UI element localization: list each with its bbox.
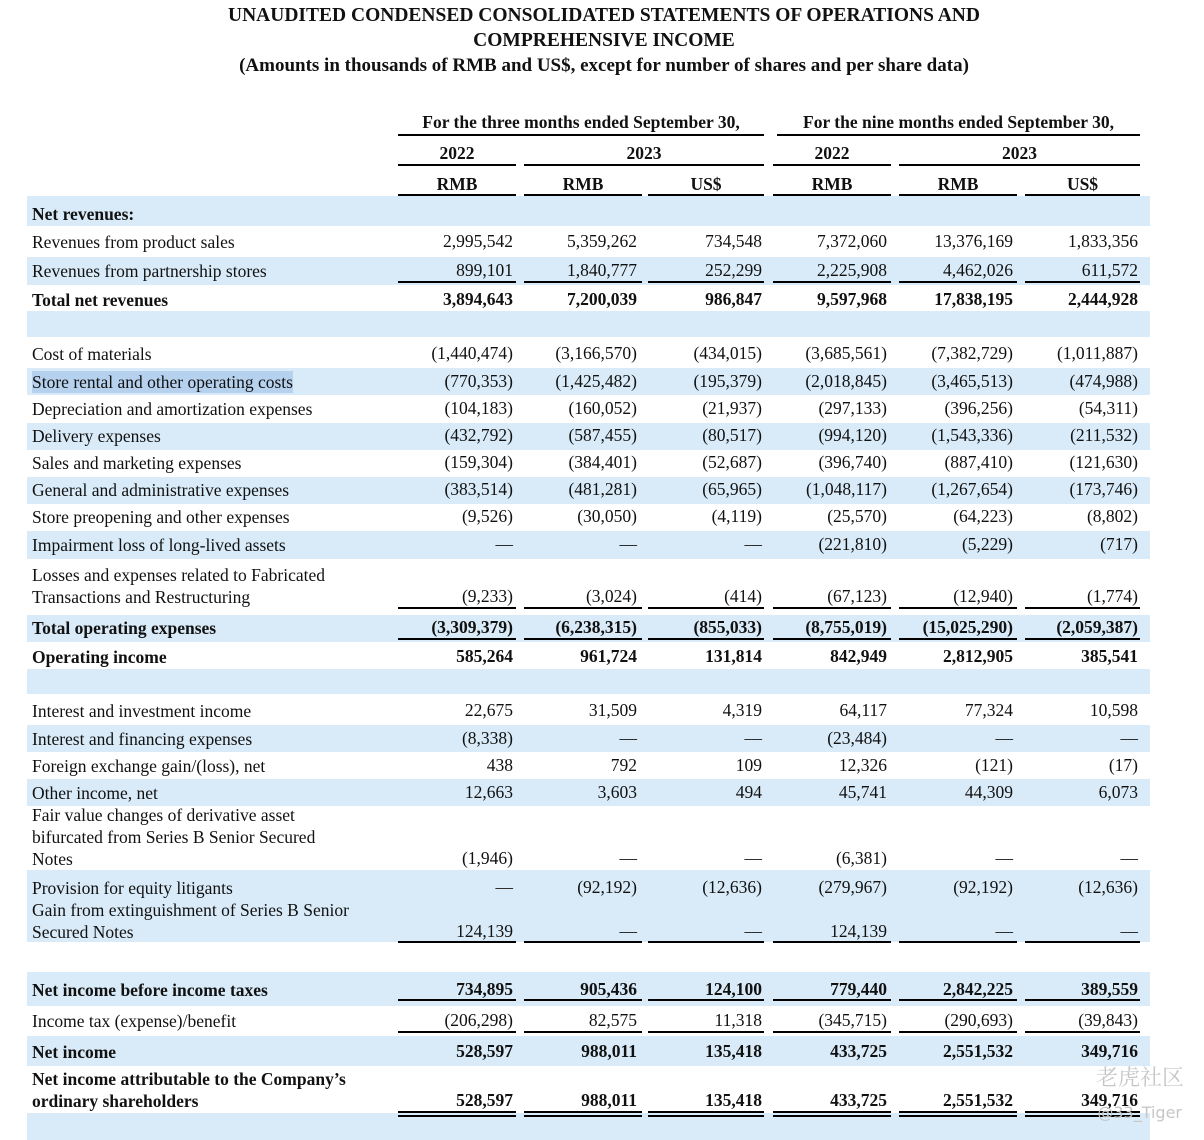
cell-value: (994,120) <box>818 425 887 445</box>
cell-value: (481,281) <box>568 479 637 499</box>
subtotal-underline <box>899 607 1017 609</box>
cell-value: (52,687) <box>702 452 762 472</box>
cell-value: (1,774) <box>1086 586 1138 606</box>
row-label: Impairment loss of long-lived assets <box>32 535 286 555</box>
cell-value: (855,033) <box>693 617 762 637</box>
cell-value: (3,024) <box>585 586 637 606</box>
cell-value: 734,895 <box>456 979 513 999</box>
cell-value: (92,192) <box>953 877 1013 897</box>
cell-value: (2,059,387) <box>1056 617 1138 637</box>
cell-value: (17) <box>1108 755 1138 775</box>
header-year-9m-2022: 2022 <box>814 143 850 163</box>
row-band <box>27 311 1150 337</box>
row-label: Provision for equity litigants <box>32 878 233 898</box>
header-three-months: For the three months ended September 30, <box>422 112 740 132</box>
cell-value: (25,570) <box>827 506 887 526</box>
cell-value: (1,048,117) <box>805 479 887 499</box>
subtotal-underline <box>899 638 1017 640</box>
cell-value: (1,425,482) <box>555 371 637 391</box>
cell-value: 82,575 <box>588 1010 637 1030</box>
row-label: Foreign exchange gain/(loss), net <box>32 756 266 776</box>
row-label: Delivery expenses <box>32 426 161 446</box>
cell-value: 842,949 <box>830 646 887 666</box>
cell-value: (2,018,845) <box>805 371 887 391</box>
row-label: Net income before income taxes <box>32 980 268 1000</box>
cell-value: 77,324 <box>964 700 1013 720</box>
subtotal-underline <box>648 999 764 1001</box>
cell-value: (15,025,290) <box>922 617 1013 637</box>
cell-value: (121,630) <box>1069 452 1138 472</box>
cell-value: (297,133) <box>818 398 887 418</box>
row-label: General and administrative expenses <box>32 480 290 500</box>
cell-value: 585,264 <box>456 646 513 666</box>
cell-value: 31,509 <box>588 700 637 720</box>
row-label: Other income, net <box>32 783 158 803</box>
row-label: Net income attributable to the Company’s <box>32 1069 346 1089</box>
cell-value: 2,551,532 <box>943 1041 1013 1061</box>
total-double-underline <box>899 1111 1017 1113</box>
cell-value: 2,225,908 <box>817 260 887 280</box>
cell-value: 349,716 <box>1081 1041 1138 1061</box>
cell-value: — <box>995 728 1013 748</box>
header-underline <box>398 134 764 136</box>
cell-value: (160,052) <box>568 398 637 418</box>
row-label: Net income <box>32 1042 117 1062</box>
cell-value: 64,117 <box>839 700 887 720</box>
cell-value: (8,802) <box>1086 506 1138 526</box>
row-label: Gain from extinguishment of Series B Senior <box>32 900 349 920</box>
cell-value: 4,462,026 <box>943 260 1013 280</box>
cell-value: 2,444,928 <box>1068 289 1138 309</box>
cell-value: 11,318 <box>714 1010 762 1030</box>
cell-value: 109 <box>735 755 762 775</box>
cell-value: — <box>744 728 762 748</box>
header-underline <box>524 164 764 166</box>
subtotal-underline <box>524 607 642 609</box>
cell-value: (3,309,379) <box>431 617 513 637</box>
cell-value: (279,967) <box>818 877 887 897</box>
cell-value: (396,256) <box>944 398 1013 418</box>
cell-value: (3,166,570) <box>555 343 637 363</box>
cell-value: 611,572 <box>1081 260 1138 280</box>
subtotal-underline <box>398 999 516 1001</box>
cell-value: (770,353) <box>444 371 513 391</box>
row-label: Income tax (expense)/benefit <box>32 1011 237 1031</box>
subtotal-underline <box>1025 638 1140 640</box>
cell-value: 44,309 <box>964 782 1013 802</box>
cell-value: 135,418 <box>705 1090 762 1110</box>
cell-value: (1,543,336) <box>931 425 1013 445</box>
cell-value: 13,376,169 <box>934 231 1013 251</box>
subtotal-underline <box>773 638 891 640</box>
cell-value: — <box>495 534 513 554</box>
cell-value: — <box>744 921 762 941</box>
cell-value: 734,548 <box>705 231 762 251</box>
subtotal-underline <box>899 941 1017 943</box>
subtotal-underline <box>899 281 1017 283</box>
subtotal-underline <box>773 607 891 609</box>
cell-value: 899,101 <box>456 260 513 280</box>
cell-value: — <box>619 848 637 868</box>
cell-value: 528,597 <box>456 1041 513 1061</box>
cell-value: (221,810) <box>818 534 887 554</box>
cell-value: (9,526) <box>461 506 513 526</box>
title-line-2: COMPREHENSIVE INCOME <box>473 30 735 51</box>
cell-value: 124,139 <box>456 921 513 941</box>
cell-value: (173,746) <box>1069 479 1138 499</box>
row-label-selected[interactable]: Store rental and other operating costs <box>32 372 293 392</box>
row-label: Operating income <box>32 647 167 667</box>
cell-value: 438 <box>486 755 513 775</box>
subtotal-underline <box>398 281 516 283</box>
cell-value: 2,842,225 <box>943 979 1013 999</box>
cell-value: 2,551,532 <box>943 1090 1013 1110</box>
cell-value: 135,418 <box>705 1041 762 1061</box>
watermark-logo: 老虎社区 <box>1095 1066 1184 1091</box>
cell-value: 7,200,039 <box>567 289 637 309</box>
cell-value: (1,440,474) <box>431 343 513 363</box>
row-label: Store preopening and other expenses <box>32 507 290 527</box>
header-underline <box>777 134 1140 136</box>
cell-value: 124,139 <box>830 921 887 941</box>
cell-value: (7,382,729) <box>931 343 1013 363</box>
row-label: bifurcated from Series B Senior Secured <box>32 827 316 847</box>
total-double-underline <box>773 1115 891 1117</box>
cell-value: 433,725 <box>830 1041 887 1061</box>
cell-value: 792 <box>610 755 637 775</box>
subtotal-underline <box>773 999 891 1001</box>
subtotal-underline <box>899 999 1017 1001</box>
cell-value: (887,410) <box>944 452 1013 472</box>
cell-value: 252,299 <box>705 260 762 280</box>
cell-value: (4,119) <box>711 506 762 526</box>
cell-value: 433,725 <box>830 1090 887 1110</box>
total-double-underline <box>398 1111 516 1113</box>
cell-value: 905,436 <box>580 979 637 999</box>
row-label: Depreciation and amortization expenses <box>32 399 313 419</box>
cell-value: (432,792) <box>444 425 513 445</box>
subtotal-underline <box>524 638 642 640</box>
header-year-9m-2023: 2023 <box>1002 143 1037 163</box>
cell-value: — <box>995 921 1013 941</box>
cell-value: (9,233) <box>461 586 513 606</box>
cell-value: (12,940) <box>953 586 1013 606</box>
cell-value: (21,937) <box>702 398 762 418</box>
cell-value: — <box>619 728 637 748</box>
cell-value: (159,304) <box>444 452 513 472</box>
cell-value: 5,359,262 <box>567 231 637 251</box>
row-label: Interest and investment income <box>32 701 252 721</box>
cell-value: — <box>1120 921 1138 941</box>
cell-value: (717) <box>1100 534 1138 554</box>
cell-value: 17,838,195 <box>934 289 1013 309</box>
cell-value: 988,011 <box>581 1090 637 1110</box>
watermark-handle: @33_Tiger <box>1097 1103 1182 1122</box>
total-double-underline <box>773 1111 891 1113</box>
cell-value: — <box>995 848 1013 868</box>
row-label: Revenues from partnership stores <box>32 261 267 281</box>
total-double-underline <box>648 1111 764 1113</box>
cell-value: (1,267,654) <box>931 479 1013 499</box>
header-currency: RMB <box>562 174 604 194</box>
row-band <box>27 1113 1150 1140</box>
row-label: Interest and financing expenses <box>32 729 253 749</box>
cell-value: (64,223) <box>953 506 1013 526</box>
subtotal-underline <box>773 281 891 283</box>
header-underline <box>398 164 516 166</box>
subtotal-underline <box>773 941 891 943</box>
cell-value: — <box>1120 848 1138 868</box>
cell-value: 3,894,643 <box>443 289 513 309</box>
cell-value: — <box>495 877 513 897</box>
cell-value: (3,685,561) <box>805 343 887 363</box>
total-double-underline <box>899 1115 1017 1117</box>
cell-value: (23,484) <box>827 728 887 748</box>
subtotal-underline <box>398 638 516 640</box>
row-label: ordinary shareholders <box>32 1091 199 1111</box>
subtotal-underline <box>398 1031 516 1033</box>
row-label: Total net revenues <box>32 290 169 310</box>
row-band <box>27 669 1150 694</box>
row-label: Cost of materials <box>32 344 152 364</box>
subtotal-underline <box>398 607 516 609</box>
header-year-3m-2022: 2022 <box>439 143 475 163</box>
total-double-underline <box>648 1115 764 1117</box>
subtotal-underline <box>1025 941 1140 943</box>
subtotal-underline <box>648 281 764 283</box>
header-underline <box>773 164 891 166</box>
row-label: Sales and marketing expenses <box>32 453 242 473</box>
cell-value: 961,724 <box>580 646 637 666</box>
cell-value: (65,965) <box>702 479 762 499</box>
row-label: Transactions and Restructuring <box>32 587 251 607</box>
cell-value: (383,514) <box>444 479 513 499</box>
cell-value: 389,559 <box>1081 979 1138 999</box>
cell-value: (396,740) <box>818 452 887 472</box>
cell-value: (474,988) <box>1069 371 1138 391</box>
cell-value: 494 <box>735 782 762 802</box>
cell-value: 4,319 <box>722 700 762 720</box>
row-label: Secured Notes <box>32 922 134 942</box>
subtotal-underline <box>1025 999 1140 1001</box>
cell-value: (211,532) <box>1070 425 1138 445</box>
title-line-3: (Amounts in thousands of RMB and US$, except for number of shares and per share data) <box>239 55 969 76</box>
cell-value: (92,192) <box>577 877 637 897</box>
cell-value: 3,603 <box>597 782 637 802</box>
cell-value: 988,011 <box>581 1041 637 1061</box>
total-double-underline <box>524 1115 642 1117</box>
cell-value: (12,636) <box>1078 877 1138 897</box>
cell-value: 986,847 <box>705 289 762 309</box>
cell-value: 45,741 <box>838 782 887 802</box>
cell-value: (80,517) <box>702 425 762 445</box>
total-double-underline <box>524 1111 642 1113</box>
subtotal-underline <box>1025 1031 1140 1033</box>
subtotal-underline <box>648 638 764 640</box>
row-band <box>27 196 1150 226</box>
cell-value: (206,298) <box>444 1010 513 1030</box>
row-label: Notes <box>32 849 73 869</box>
header-year-3m-2023: 2023 <box>626 143 662 163</box>
subtotal-underline <box>773 1031 891 1033</box>
subtotal-underline <box>648 941 764 943</box>
cell-value: (12,636) <box>702 877 762 897</box>
cell-value: 1,840,777 <box>567 260 637 280</box>
cell-value: (195,379) <box>693 371 762 391</box>
cell-value: (121) <box>975 755 1013 775</box>
cell-value: (290,693) <box>944 1010 1013 1030</box>
row-label: Net revenues: <box>32 204 135 224</box>
subtotal-underline <box>1025 607 1140 609</box>
cell-value: 385,541 <box>1081 646 1138 666</box>
cell-value: — <box>619 534 637 554</box>
cell-value: 2,995,542 <box>443 231 513 251</box>
cell-value: (6,381) <box>835 848 887 868</box>
cell-value: 12,326 <box>838 755 887 775</box>
cell-value: 1,833,356 <box>1068 231 1138 251</box>
header-currency: RMB <box>436 174 478 194</box>
cell-value: 131,814 <box>705 646 762 666</box>
cell-value: 9,597,968 <box>817 289 887 309</box>
cell-value: 2,812,905 <box>943 646 1013 666</box>
cell-value: (587,455) <box>568 425 637 445</box>
statement-title <box>0 3 1204 78</box>
cell-value: 6,073 <box>1098 782 1138 802</box>
subtotal-underline <box>899 1031 1017 1033</box>
header-underline <box>899 164 1140 166</box>
cell-value: (8,338) <box>461 728 513 748</box>
cell-value: (1,011,887) <box>1056 343 1138 363</box>
cell-value: (384,401) <box>568 452 637 472</box>
cell-value: 10,598 <box>1089 700 1138 720</box>
subtotal-underline <box>524 999 642 1001</box>
cell-value: — <box>619 921 637 941</box>
title-line-1: UNAUDITED CONDENSED CONSOLIDATED STATEMENTS OF OPERATIONS AND <box>228 5 980 26</box>
subtotal-underline <box>648 607 764 609</box>
cell-value: (8,755,019) <box>805 617 887 637</box>
cell-value: — <box>1120 728 1138 748</box>
cell-value: (54,311) <box>1078 398 1138 418</box>
cell-value: (414) <box>724 586 762 606</box>
subtotal-underline <box>398 941 516 943</box>
cell-value: 779,440 <box>830 979 887 999</box>
cell-value: (67,123) <box>827 586 887 606</box>
cell-value: (5,229) <box>961 534 1013 554</box>
cell-value: — <box>744 534 762 554</box>
total-double-underline <box>398 1115 516 1117</box>
cell-value: — <box>744 848 762 868</box>
row-label: Revenues from product sales <box>32 232 235 252</box>
cell-value: 22,675 <box>464 700 513 720</box>
subtotal-underline <box>1025 281 1140 283</box>
cell-value: (30,050) <box>577 506 637 526</box>
cell-value: 528,597 <box>456 1090 513 1110</box>
cell-value: (345,715) <box>818 1010 887 1030</box>
cell-value: (6,238,315) <box>555 617 637 637</box>
subtotal-underline <box>524 281 642 283</box>
cell-value: (104,183) <box>444 398 513 418</box>
subtotal-underline <box>524 1031 642 1033</box>
row-label: Total operating expenses <box>32 618 217 638</box>
row-label: Losses and expenses related to Fabricated <box>32 565 326 585</box>
header-currency: US$ <box>690 174 722 194</box>
header-currency: RMB <box>811 174 853 194</box>
cell-value: 12,663 <box>464 782 513 802</box>
cell-value: 349,716 <box>1081 1090 1138 1110</box>
header-currency: US$ <box>1066 174 1099 194</box>
cell-value: (434,015) <box>693 343 762 363</box>
cell-value: 124,100 <box>705 979 762 999</box>
header-nine-months: For the nine months ended September 30, <box>803 112 1114 132</box>
cell-value: 7,372,060 <box>817 231 887 251</box>
cell-value: (3,465,513) <box>931 371 1013 391</box>
row-label: Fair value changes of derivative asset <box>32 805 295 825</box>
header-currency: RMB <box>937 174 979 194</box>
cell-value: (39,843) <box>1078 1010 1138 1030</box>
cell-value: (1,946) <box>461 848 513 868</box>
subtotal-underline <box>524 941 642 943</box>
subtotal-underline <box>648 1031 764 1033</box>
